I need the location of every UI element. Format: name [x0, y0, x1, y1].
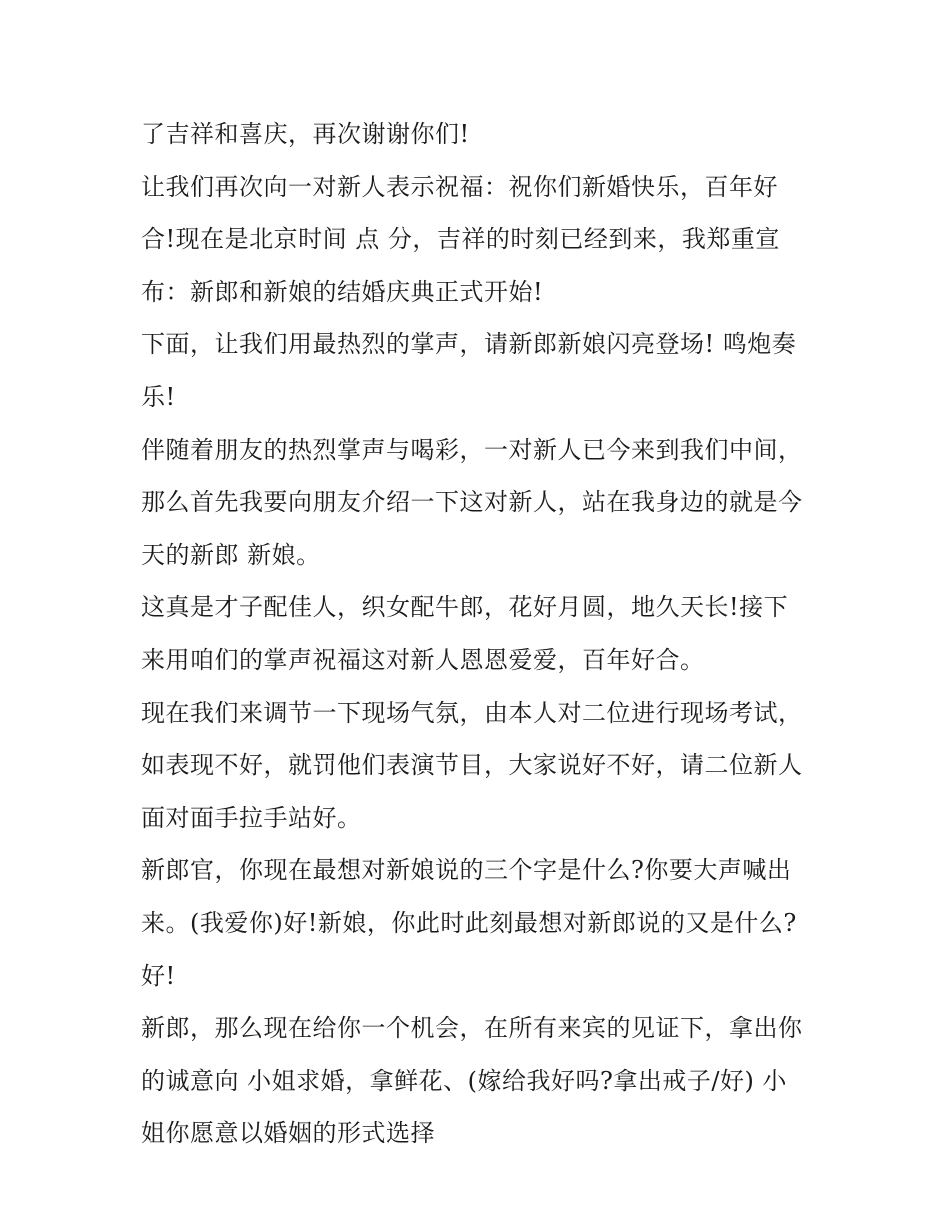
text-line: 新郎，那么现在给你一个机会，在所有来宾的见证下，拿出你 [141, 1014, 803, 1043]
text-line: 了吉祥和喜庆，再次谢谢你们! [141, 120, 470, 148]
text-line: 天的新郎 新娘。 [141, 540, 321, 569]
text-line: 新郎官，你现在最想对新娘说的三个字是什么?你要大声喊出 [141, 856, 792, 885]
text-line: 这真是才子配佳人，织女配牛郎，花好月圆，地久天长!接下 [141, 593, 789, 622]
text-line: 乐! [141, 382, 176, 411]
text-line: 让我们再次向一对新人表示祝福：祝你们新婚快乐，百年好 [141, 172, 778, 201]
text-line: 伴随着朋友的热烈掌声与喝彩，一对新人已今来到我们中间， [141, 435, 803, 464]
text-line: 布：新郎和新娘的结婚庆典正式开始! [141, 277, 544, 306]
text-line: 来用咱们的掌声祝福这对新人恩恩爱爱，百年好合。 [141, 645, 705, 674]
text-line: 姐你愿意以婚姻的形式选择 [141, 1119, 435, 1148]
text-line: 那么首先我要向朋友介绍一下这对新人，站在我身边的就是今 [141, 488, 803, 517]
text-line: 合!现在是北京时间 点 分，吉祥的时刻已经到来，我郑重宣 [141, 225, 780, 254]
text-line: 的诚意向 小姐求婚，拿鲜花、(嫁给我好吗?拿出戒子/好) 小 [141, 1066, 787, 1095]
text-line: 好! [141, 961, 176, 990]
document-body [141, 108, 821, 1160]
text-line: 如表现不好，就罚他们表演节目，大家说好不好，请二位新人 [141, 751, 803, 780]
text-line: 来。(我爱你)好!新娘，你此时此刻最想对新郎说的又是什么? [141, 908, 797, 937]
text-line: 面对面手拉手站好。 [141, 803, 362, 832]
text-line: 现在我们来调节一下现场气氛，由本人对二位进行现场考试， [141, 698, 803, 727]
text-line: 下面，让我们用最热烈的掌声，请新郎新娘闪亮登场! 鸣炮奏 [141, 330, 797, 359]
